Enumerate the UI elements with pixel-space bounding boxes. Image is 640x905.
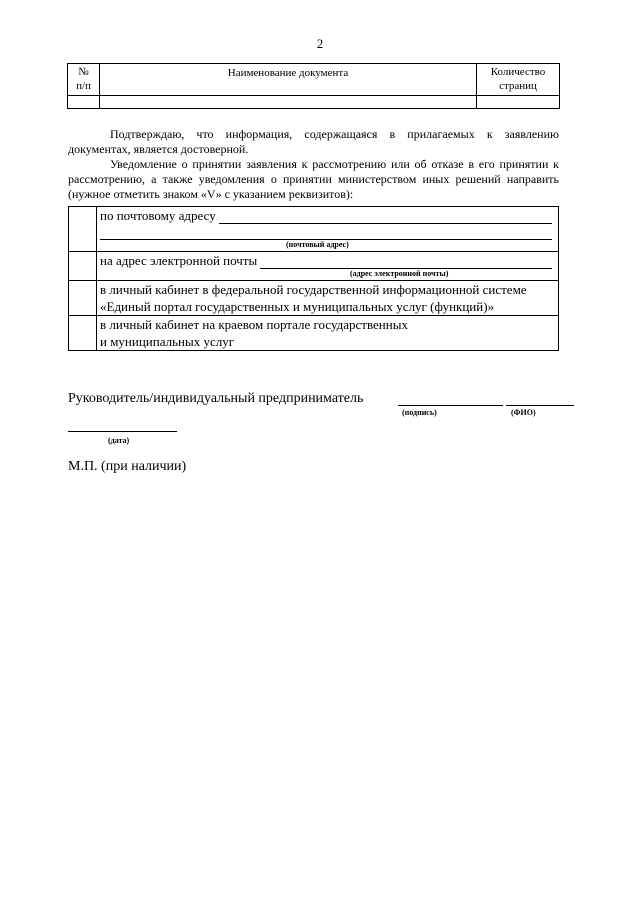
stamp-label: М.П. (при наличии) [68,459,187,474]
column-number-line2: п/п [76,80,91,92]
postal-address-field-line2[interactable] [100,224,552,240]
row-pages-cell[interactable] [477,96,560,109]
column-pages-header [477,64,560,96]
row-number-cell[interactable] [68,96,100,109]
option-email-cell [97,252,559,281]
fio-field[interactable] [506,391,574,406]
signature-caption: (подпись) [402,408,437,417]
documents-table [67,63,560,109]
signature-row [68,391,578,407]
option-postal-cell [97,207,559,252]
option-regional-portal-label-line1: в личный кабинет на краевом портале государственных [100,317,408,332]
option-regional-portal-label-line2: и муниципальных услуг [100,334,235,349]
option-email [69,252,559,281]
date-caption: (дата) [108,436,130,445]
option-email-checkbox[interactable] [69,252,97,281]
column-pages-line2: страниц [499,80,537,92]
table-row [68,96,560,109]
postal-address-caption: (почтовый адрес) [286,240,349,249]
option-regional-portal [69,316,559,351]
signer-role-label: Руководитель/индивидуальный предприниматель [68,391,364,406]
option-regional-portal-cell [97,316,559,351]
row-name-cell[interactable] [100,96,477,109]
column-name-header: Наименование документа [100,64,477,96]
fio-caption: (ФИО) [511,408,536,417]
signature-field[interactable] [398,391,503,406]
column-number-line1: № [78,66,89,78]
option-federal-portal-label: в личный кабинет в федеральной государственной информационной системе «Единый портал государственных и муниципальных услуг (функций)» [97,281,559,316]
date-field[interactable] [68,421,177,432]
email-address-caption: (адрес электронной почты) [350,269,449,278]
documents-table-header [68,64,560,96]
notification-options-table [68,206,559,351]
option-postal-label: по почтовому адресу [100,208,216,223]
postal-address-field[interactable] [219,209,552,224]
option-email-label: на адрес электронной почты [100,253,258,268]
notification-paragraph: Уведомление о принятии заявления к рассмотрению или об отказе в его принятии к рассмотрению, а также уведомления о принятии министерством иных решений направить (нужное отметить знаком «V» с указанием реквизитов): [68,157,559,201]
option-federal-portal-checkbox[interactable] [69,281,97,316]
page-number: 2 [316,36,324,51]
confirmation-paragraph: Подтверждаю, что информация, содержащаяся в прилагаемых к заявлению документах, является достоверной. [68,127,559,156]
option-postal [69,207,559,252]
email-address-field[interactable] [260,254,552,269]
column-pages-line1: Количество [490,66,546,78]
option-postal-checkbox[interactable] [69,207,97,252]
option-regional-portal-checkbox[interactable] [69,316,97,351]
column-number-header [68,64,100,96]
option-federal-portal [69,281,559,316]
